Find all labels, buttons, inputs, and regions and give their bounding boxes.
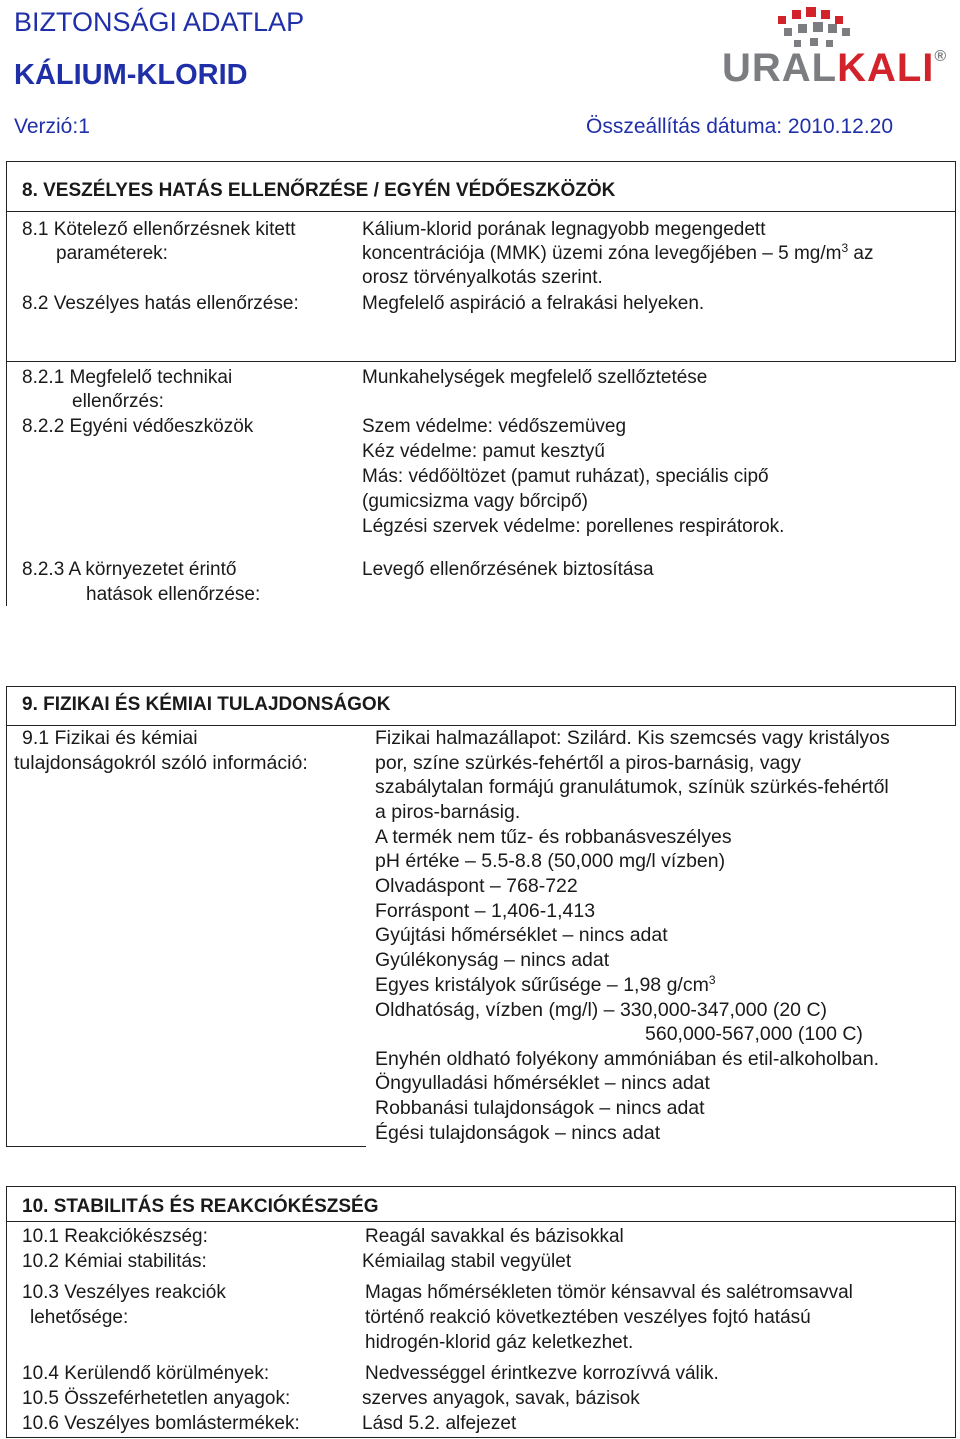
s9-line-3: szabálytalan formájú granulátumok, színük szürkés-fehértől: [375, 776, 889, 798]
logo-text-left: URAL: [722, 46, 838, 90]
s821-label-1: 8.2.1 Megfelelő technikai: [22, 367, 233, 388]
s82-label: 8.2 Veszélyes hatás ellenőrzése:: [22, 293, 299, 314]
s9-line-after-3: Robbanási tulajdonságok – nincs adat: [375, 1097, 705, 1119]
section-10-title: 10. STABILITÁS ÉS REAKCIÓKÉSZSÉG: [22, 1196, 379, 1217]
s821-value: Munkahelységek megfelelő szellőztetése: [362, 367, 708, 388]
s101-label: 10.1 Reakciókészség:: [22, 1226, 208, 1247]
compile-date: Összeállítás dátuma: 2010.12.20: [586, 115, 894, 138]
s823-label-1: 8.2.3 A környezetet érintő: [22, 559, 237, 580]
s822-label: 8.2.2 Egyéni védőeszközök: [22, 416, 254, 437]
s9-line-8: Forráspont – 1,406-1,413: [375, 900, 596, 922]
s91-label-1: 9.1 Fizikai és kémiai: [22, 727, 198, 749]
s9-line-5: A termék nem tűz- és robbanásveszélyes: [375, 826, 732, 848]
s9-line-after-4: Égési tulajdonságok – nincs adat: [375, 1122, 661, 1144]
s822-value-1: Szem védelme: védőszemüveg: [362, 416, 627, 437]
s103-value-2: történő reakció következtében veszélyes fojtó hatású: [365, 1307, 811, 1328]
s9-line-9: Gyújtási hőmérséklet – nincs adat: [375, 924, 668, 946]
s102-value: Kémiailag stabil vegyület: [362, 1251, 572, 1272]
s9-solubility-2: 560,000-567,000 (100 C): [645, 1023, 863, 1045]
s101-value: Reagál savakkal és bázisokkal: [365, 1226, 624, 1247]
s103-label-2: lehetősége:: [30, 1307, 129, 1328]
s822-value-3: Más: védőöltözet (pamut ruházat), speciális cipő: [362, 466, 769, 487]
s9-line-6: pH értéke – 5.5-8.8 (50,000 mg/l vízben): [375, 850, 726, 872]
logo-mark-icon: [772, 4, 862, 52]
s9-line-after-1: Enyhén oldható folyékony ammóniában és etil-alkoholban.: [375, 1048, 880, 1070]
s103-value-3: hidrogén-klorid gáz keletkezhet.: [365, 1332, 634, 1353]
s8-left-rule: [6, 362, 7, 606]
s91-label-2: tulajdonságokról szóló információ:: [14, 752, 308, 774]
s105-label: 10.5 Összeférhetetlen anyagok:: [22, 1388, 291, 1409]
s106-label: 10.6 Veszélyes bomlástermékek:: [22, 1413, 300, 1434]
section-9-title: 9. FIZIKAI ÉS KÉMIAI TULAJDONSÁGOK: [22, 694, 391, 715]
s81-label-1: 8.1 Kötelező ellenőrzésnek kitett: [22, 219, 296, 240]
s821-label-2: ellenőrzés:: [72, 391, 164, 412]
s9-density: Egyes kristályok sűrűsége – 1,98 $g/cm^3$: [375, 973, 716, 996]
s823-label-2: hatások ellenőrzése:: [86, 584, 261, 605]
s9-line-4: a piros-barnásig.: [375, 801, 521, 823]
logo-reg: ®: [934, 48, 948, 65]
section-8-title-rule: [6, 211, 956, 212]
s81-value-2: koncentrációja (MMK) üzemi zóna levegőjében – 5 $mg/m^3$ az: [362, 241, 874, 264]
s9-bottom-rule: [6, 1146, 366, 1147]
s9-line-2: por, színe szürkés-fehértől a piros-barnásig, vagy: [375, 752, 801, 774]
uralkali-logo: [722, 4, 952, 104]
s9-line-7: Olvadáspont – 768-722: [375, 875, 578, 897]
s822-value-4: (gumicsizma vagy bőrcipő): [362, 491, 588, 512]
s103-value-1: Magas hőmérsékleten tömör kénsavval és salétromsavval: [365, 1282, 853, 1303]
version: Verzió:1: [14, 115, 90, 138]
s9-line-10: Gyúlékonyság – nincs adat: [375, 949, 610, 971]
section-10-title-rule: [6, 1221, 956, 1222]
s104-label: 10.4 Kerülendő körülmények:: [22, 1363, 270, 1384]
s9-left-rule: [6, 726, 7, 1146]
s104-value: Nedvességgel érintkezve korrozívvá válik.: [365, 1363, 719, 1384]
s9-line-1: Fizikai halmazállapot: Szilárd. Kis szemcsés vagy kristályos: [375, 727, 890, 749]
s823-value: Levegő ellenőrzésének biztosítása: [362, 559, 654, 580]
logo-text-right: KALI: [837, 46, 935, 90]
doc-type: BIZTONSÁGI ADATLAP: [14, 7, 305, 37]
s9-solubility-1: Oldhatóság, vízben (mg/l) – 330,000-347,000 (20 C): [375, 999, 828, 1021]
s822-value-5: Légzési szervek védelme: porellenes respirátorok.: [362, 516, 785, 537]
s106-value: Lásd 5.2. alfejezet: [362, 1413, 517, 1434]
s81-value-3: orosz törvényalkotás szerint.: [362, 267, 603, 288]
s103-label-1: 10.3 Veszélyes reakciók: [22, 1282, 226, 1303]
s102-label: 10.2 Kémiai stabilitás:: [22, 1251, 207, 1272]
s105-value: szerves anyagok, savak, bázisok: [362, 1388, 640, 1409]
product-title: KÁLIUM-KLORID: [14, 59, 248, 91]
s822-value-2: Kéz védelme: pamut kesztyű: [362, 441, 605, 462]
s81-value-1: Kálium-klorid porának legnagyobb megengedett: [362, 219, 766, 240]
s9-line-after-2: Öngyulladási hőmérséklet – nincs adat: [375, 1072, 710, 1094]
s82-value: Megfelelő aspiráció a felrakási helyeken.: [362, 293, 705, 314]
section-8-title: 8. VESZÉLYES HATÁS ELLENŐRZÉSE / EGYÉN VÉDŐESZKÖZÖK: [22, 180, 616, 201]
s81-label-2: paraméterek:: [56, 243, 168, 264]
